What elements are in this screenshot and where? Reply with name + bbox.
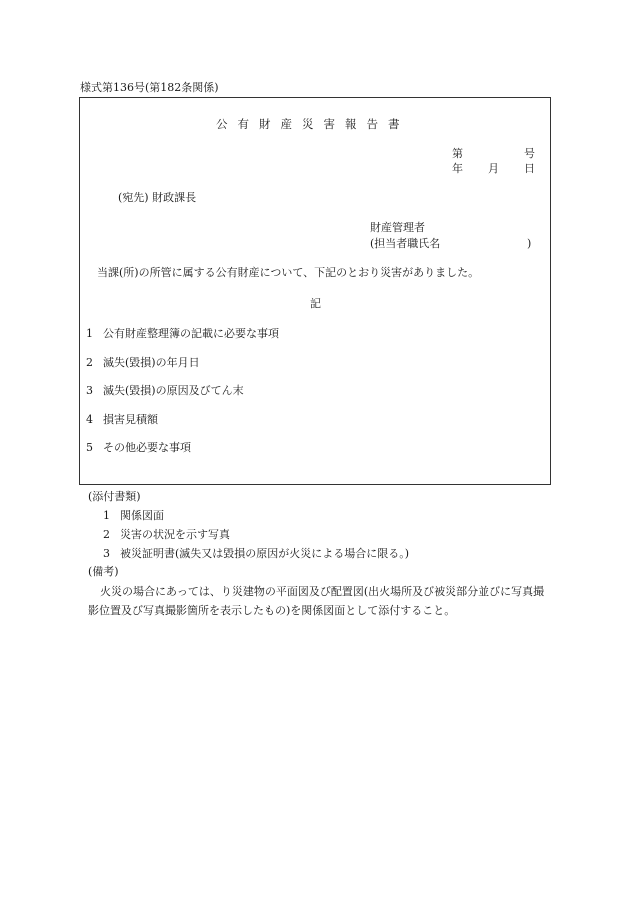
attachment-3 <box>103 548 409 559</box>
addressee: (宛先) 財政課長 <box>118 191 197 204</box>
attachment-1 <box>103 510 164 521</box>
item-number: 5 <box>86 441 93 454</box>
item-text: その他必要な事項 <box>103 441 191 454</box>
date-day: 日 <box>524 162 535 175</box>
attachment-text: 被災証明書(滅失又は毀損の原因が火災による場合に限る。) <box>120 547 410 560</box>
body-text: 当課(所)の所管に属する公有財産について、下記のとおり災害がありました。 <box>97 266 480 279</box>
notes-text: 火災の場合にあっては、り災建物の平面図及び配置図(出火場所及び被災部分並びに写真撮影位置及び写真撮影箇所を表示したもの)を関係図面として添付すること。 <box>88 585 545 617</box>
item-1 <box>86 328 279 339</box>
item-4 <box>86 414 158 425</box>
notes-heading: (備考) <box>88 565 119 578</box>
item-5 <box>86 442 191 453</box>
item-3 <box>86 385 244 396</box>
item-text: 滅失(毀損)の年月日 <box>103 356 200 369</box>
attachment-number: 1 <box>103 509 110 522</box>
sender-person-label: (担当者職氏名 <box>370 237 441 250</box>
date-month: 月 <box>488 162 499 175</box>
item-number: 1 <box>86 327 93 340</box>
date-year: 年 <box>452 162 463 175</box>
attachment-number: 3 <box>103 547 110 560</box>
doc-no-prefix: 第 <box>452 147 463 160</box>
report-form-box <box>79 97 551 485</box>
sender-label: 財産管理者 <box>370 221 425 234</box>
attachment-number: 2 <box>103 528 110 541</box>
item-2 <box>86 357 200 368</box>
item-text: 公有財産整理簿の記載に必要な事項 <box>103 327 279 340</box>
item-number: 3 <box>86 384 93 397</box>
document-title: 公有財産災害報告書 <box>216 117 410 131</box>
attachments-heading: (添付書類) <box>88 490 141 503</box>
item-number: 2 <box>86 356 93 369</box>
item-text: 滅失(毀損)の原因及びてん末 <box>103 384 244 397</box>
item-number: 4 <box>86 413 93 426</box>
ki-heading: 記 <box>310 297 321 310</box>
form-number: 様式第136号(第182条関係) <box>80 81 219 94</box>
doc-no-suffix: 号 <box>524 147 535 160</box>
attachment-2 <box>103 529 230 540</box>
item-text: 損害見積額 <box>103 413 158 426</box>
attachment-text: 災害の状況を示す写真 <box>120 528 230 541</box>
attachment-text: 関係図面 <box>120 509 164 522</box>
sender-person-close: ) <box>527 237 532 250</box>
